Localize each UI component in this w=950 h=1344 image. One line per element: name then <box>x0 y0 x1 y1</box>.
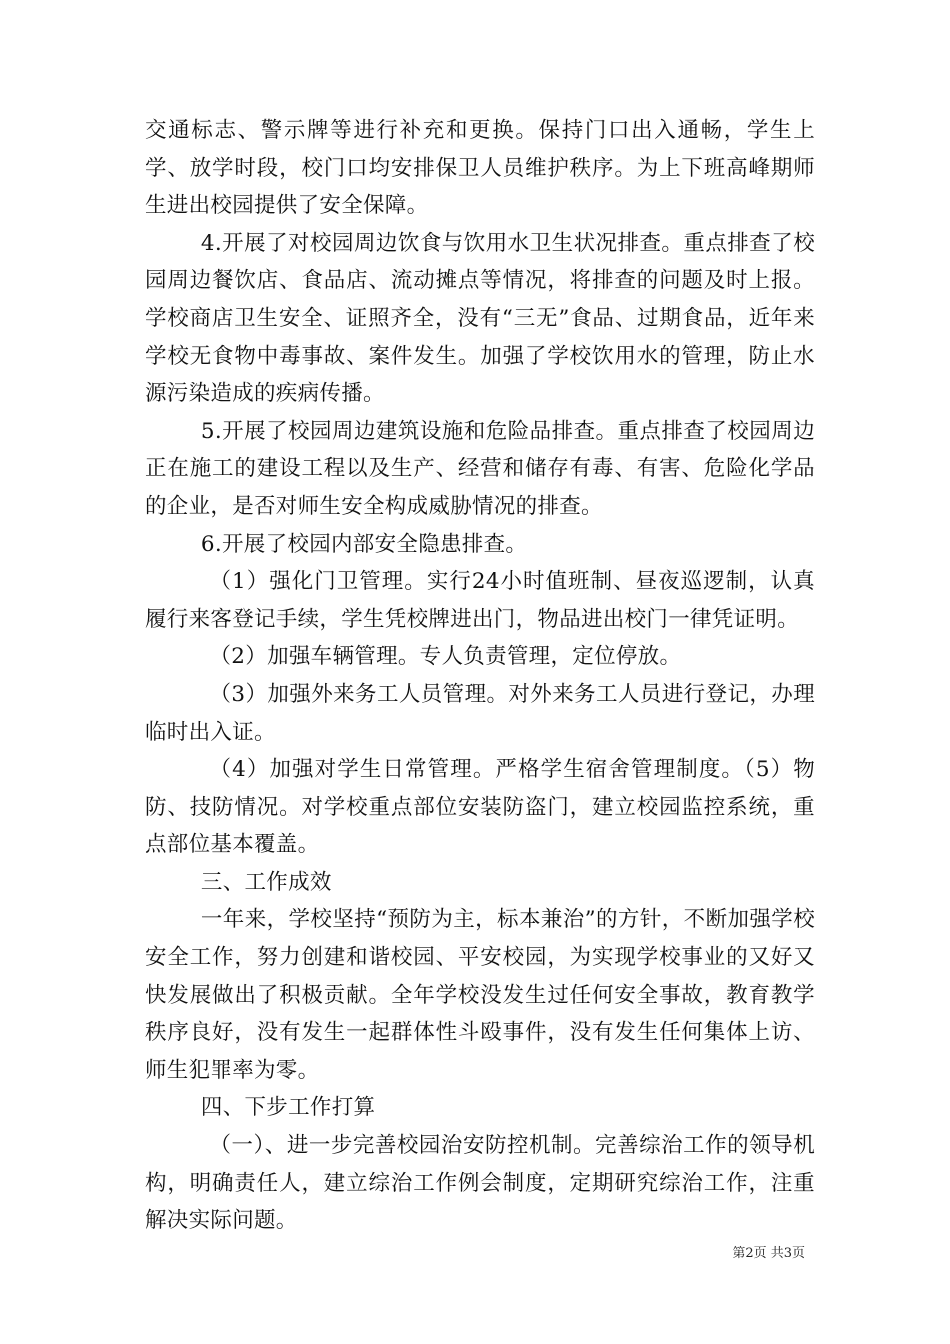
paragraph-item-5-buildings-hazards: 5.开展了校园周边建筑设施和危险品排查。重点排查了校园周边正在施工的建设工程以及生产、经营和储存有毒、有害、危险化学品的企业，是否对师生安全构成威胁情况的排查。 <box>145 418 815 519</box>
section-heading-next-steps: 四、下步工作打算 <box>200 1095 376 1121</box>
paragraph-item-4-food-water: 4.开展了对校园周边饮食与饮用水卫生状况排查。重点排查了校园周边餐饮店、食品店、流动摊点等情况，将排查的问题及时上报。学校商店卫生安全、证照齐全，没有“三无”食品、过期食品，近年来学校无食物中毒事故、案件发生。加强了学校饮用水的管理，防止水源污染造成的疾病传播。 <box>145 230 815 407</box>
document-body <box>145 112 815 1240</box>
section-heading-results: 三、工作成效 <box>200 869 332 895</box>
paragraph-sub-1-guard: （1）强化门卫管理。实行24小时值班制、昼夜巡逻制，认真履行来客登记手续，学生凭校牌进出门，物品进出校门一律凭证明。 <box>145 569 815 632</box>
page-number-footer: 第2页 共3页 <box>732 1246 805 1261</box>
paragraph-sub-2-vehicles: （2）加强车辆管理。专人负责管理，定位停放。 <box>209 644 682 670</box>
paragraph-traffic-signs: 交通标志、警示牌等进行补充和更换。保持门口出入通畅，学生上学、放学时段，校门口均安排保卫人员维护秩序。为上下班高峰期师生进出校园提供了安全保障。 <box>145 118 815 219</box>
paragraph-sub-3-workers: （3）加强外来务工人员管理。对外来务工人员进行登记，办理临时出入证。 <box>145 681 815 745</box>
paragraph-results: 一年来，学校坚持“预防为主，标本兼治”的方针，不断加强学校安全工作，努力创建和谐校园、平安校园，为实现学校事业的又好又快发展做出了积极贡献。全年学校没发生过任何安全事故，教育教学秩序良好，没有发生一起群体性斗殴事件，没有发生任何集体上访、师生犯罪率为零。 <box>145 907 815 1083</box>
paragraph-item-6-internal-safety: 6.开展了校园内部安全隐患排查。 <box>200 531 528 557</box>
paragraph-next-steps-1: （一）、进一步完善校园治安防控机制。完善综治工作的领导机构，明确责任人，建立综治工作例会制度，定期研究综治工作，注重解决实际问题。 <box>145 1133 815 1234</box>
paragraph-sub-4-5-students-security: （4）加强对学生日常管理。严格学生宿舍管理制度。（5）物防、技防情况。对学校重点部位安装防盗门，建立校园监控系统，重点部位基本覆盖。 <box>145 757 815 858</box>
